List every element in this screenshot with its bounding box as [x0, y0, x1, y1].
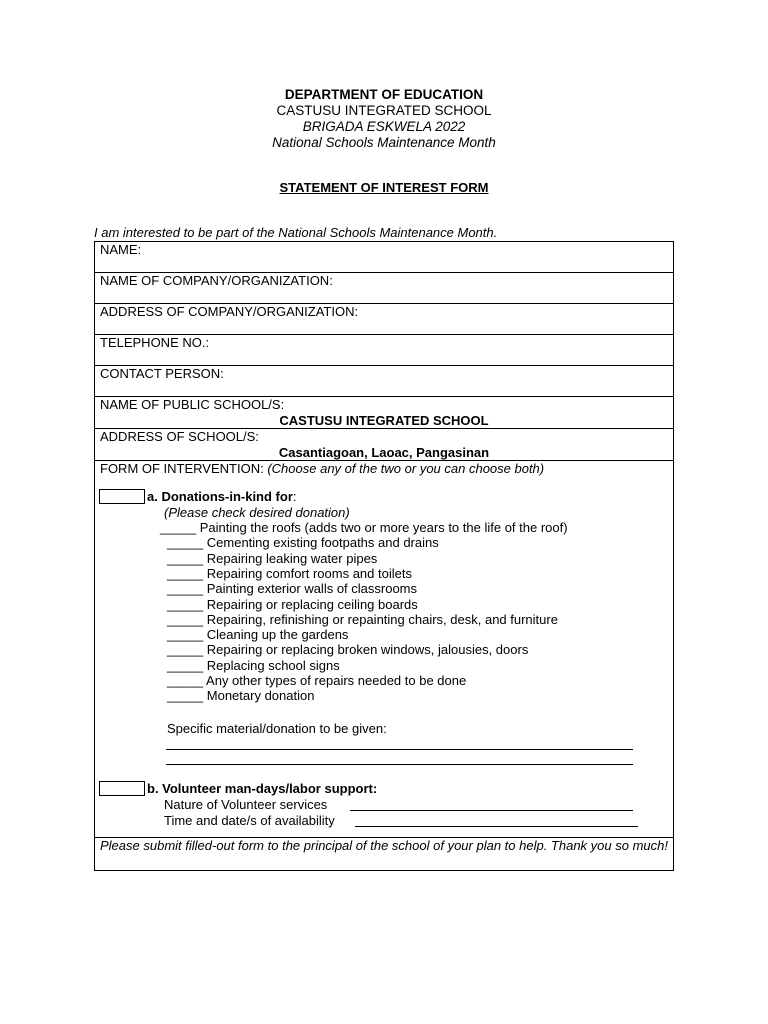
- intervention-row: [95, 461, 674, 838]
- volunteer-title: b. Volunteer man-days/labor support:: [147, 781, 378, 796]
- intervention-label: FORM OF INTERVENTION:: [100, 461, 264, 476]
- donations-title: a. Donations-in-kind for: [147, 489, 293, 504]
- school-name-row: [95, 397, 674, 429]
- school-heading: CASTUSU INTEGRATED SCHOOL: [276, 103, 492, 118]
- donations-note: (Please check desired donation): [164, 505, 350, 520]
- donation-item[interactable]: _____ Painting exterior walls of classrooms: [167, 581, 418, 597]
- donations-colon: :: [292, 489, 297, 504]
- company-address-label: ADDRESS OF COMPANY/ORGANIZATION:: [100, 304, 359, 319]
- event-heading: BRIGADA ESKWELA 2022: [302, 119, 466, 134]
- company-address-row: [95, 304, 674, 335]
- company-field[interactable]: [95, 273, 674, 304]
- telephone-row: [95, 335, 674, 366]
- intro-statement: I am interested to be part of the National Schools Maintenance Month.: [94, 225, 498, 240]
- contact-row: [95, 366, 674, 397]
- company-label: NAME OF COMPANY/ORGANIZATION:: [100, 273, 333, 288]
- company-row: [95, 273, 674, 304]
- donation-item[interactable]: _____ Replacing school signs: [167, 657, 340, 673]
- specific-line-2[interactable]: [166, 764, 633, 765]
- donation-item[interactable]: _____ Monetary donation: [167, 688, 315, 704]
- company-address-field[interactable]: [95, 304, 674, 335]
- specific-label: Specific material/donation to be given:: [167, 721, 387, 736]
- donation-item[interactable]: _____ Repairing or replacing ceiling boards: [167, 596, 418, 612]
- intervention-note: (Choose any of the two or you can choose both): [267, 461, 545, 476]
- donations-heading: [147, 489, 297, 504]
- volunteer-time-label: Time and date/s of availability: [164, 813, 335, 828]
- school-address-field: [95, 429, 674, 461]
- form-header: [0, 87, 768, 151]
- volunteer-nature-line[interactable]: [350, 810, 633, 811]
- contact-field[interactable]: [95, 366, 674, 397]
- form-table: [94, 241, 674, 871]
- donation-item[interactable]: _____ Repairing, refinishing or repainting chairs, desk, and furniture: [167, 611, 558, 627]
- specific-line-1[interactable]: [166, 749, 633, 750]
- footer-row: [95, 838, 674, 871]
- donation-item[interactable]: _____ Cleaning up the gardens: [167, 627, 349, 643]
- intervention-cell: [95, 461, 674, 838]
- contact-label: CONTACT PERSON:: [100, 366, 224, 381]
- name-row: [95, 242, 674, 273]
- footer-note: Please submit filled-out form to the principal of the school of your plan to help. Thank you so much!: [95, 838, 674, 871]
- telephone-label: TELEPHONE NO.:: [100, 335, 210, 350]
- donation-item[interactable]: _____ Painting the roofs (adds two or more years to the life of the roof): [160, 520, 568, 535]
- name-field[interactable]: [95, 242, 674, 273]
- volunteer-nature-label: Nature of Volunteer services: [164, 797, 328, 812]
- subtitle-heading: National Schools Maintenance Month: [272, 135, 496, 150]
- donation-item[interactable]: _____ Cementing existing footpaths and drains: [167, 535, 439, 551]
- name-label: NAME:: [100, 242, 142, 257]
- form-title: STATEMENT OF INTEREST FORM: [279, 180, 489, 195]
- school-address-label: ADDRESS OF SCHOOL/S:: [100, 429, 259, 444]
- volunteer-checkbox[interactable]: [99, 781, 145, 796]
- school-name-value: CASTUSU INTEGRATED SCHOOL: [279, 413, 489, 428]
- donation-item[interactable]: _____ Any other types of repairs needed to be done: [167, 673, 467, 688]
- school-address-row: [95, 429, 674, 461]
- volunteer-time-line[interactable]: [355, 826, 638, 827]
- donations-checkbox[interactable]: [99, 489, 145, 504]
- intervention-heading: [100, 461, 544, 476]
- donation-item[interactable]: _____ Repairing comfort rooms and toilets: [167, 565, 412, 581]
- donation-item[interactable]: _____ Repairing or replacing broken windows, jalousies, doors: [167, 642, 529, 658]
- school-name-field: [95, 397, 674, 429]
- school-address-value: Casantiagoan, Laoac, Pangasinan: [278, 445, 490, 460]
- donation-item[interactable]: _____ Repairing leaking water pipes: [167, 550, 378, 566]
- telephone-field[interactable]: [95, 335, 674, 366]
- department-heading: DEPARTMENT OF EDUCATION: [284, 87, 484, 102]
- school-name-label: NAME OF PUBLIC SCHOOL/S:: [100, 397, 285, 412]
